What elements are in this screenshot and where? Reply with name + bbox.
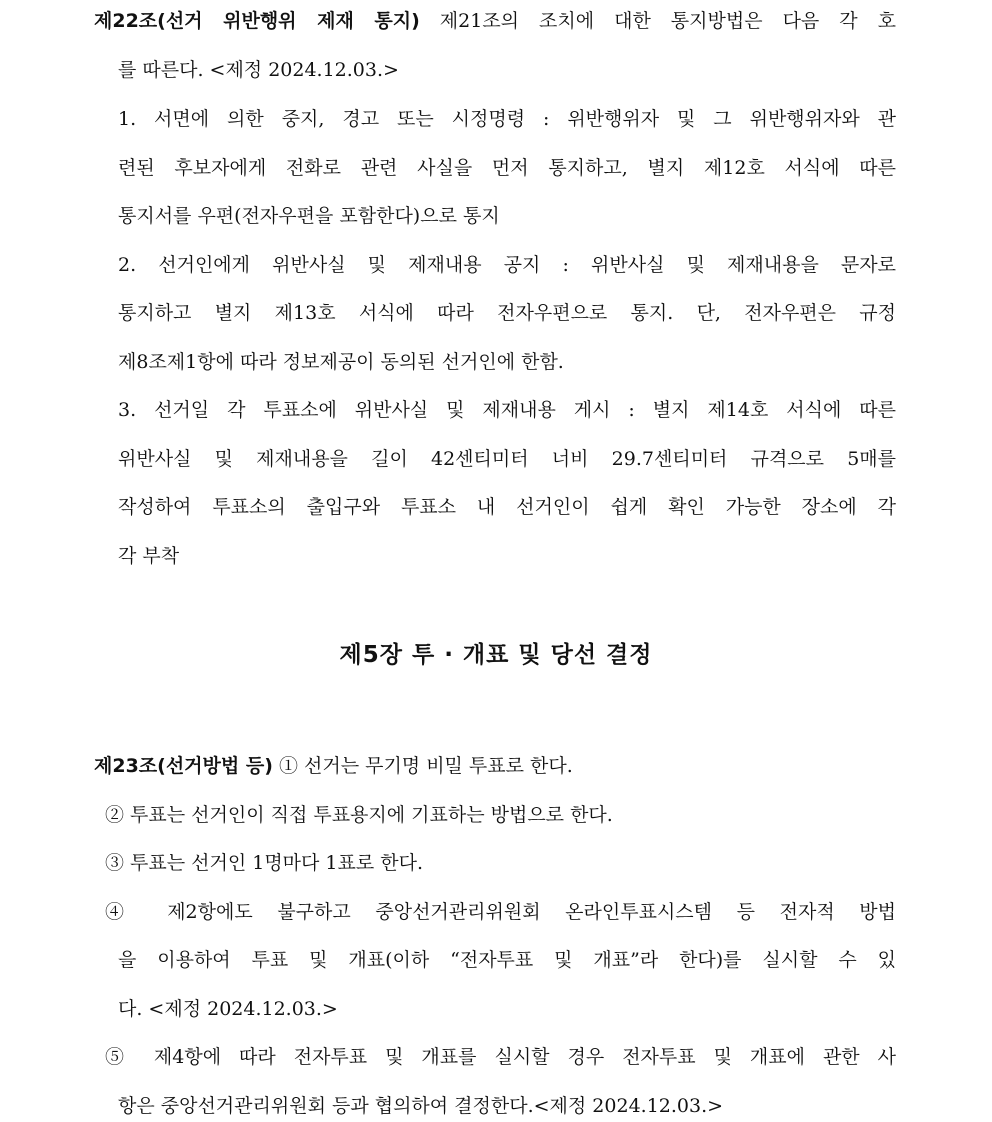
art23-para5-line1: ⑤ 제4항에 따라 전자투표 및 개표를 실시할 경우 전자투표 및 개표에 관한 사: [105, 1046, 896, 1068]
art22-item2-line3: 제8조제1항에 따라 정보제공이 동의된 선거인에 한함.: [118, 351, 564, 373]
article-23-first-line: [94, 753, 896, 779]
art22-item2-line2: 통지하고 별지 제13호 서식에 따라 전자우편으로 통지. 단, 전자우편은 규정: [118, 302, 896, 324]
article-22-intro-line2: 를 따른다. <제정 2024.12.03.>: [118, 59, 399, 81]
article-22-first-line: [94, 8, 896, 34]
art23-para3: ③ 투표는 선거인 1명마다 1표로 한다.: [105, 852, 424, 874]
art23-para4-line1: ④ 제2항에도 불구하고 중앙선거관리위원회 온라인투표시스템 등 전자적 방법: [105, 901, 896, 923]
art22-item3-line1: 3. 선거일 각 투표소에 위반사실 및 제재내용 게시 : 별지 제14호 서식에 따른: [118, 399, 896, 421]
article-22-intro: 제21조의 조치에 대한 통지방법은 다음 각 호: [419, 10, 896, 32]
art22-item2-line1: 2. 선거인에게 위반사실 및 제재내용 공지 : 위반사실 및 제재내용을 문자로: [118, 254, 896, 276]
art22-item3-line4: 각 부착: [118, 545, 180, 567]
art23-para2: ② 투표는 선거인이 직접 투표용지에 기표하는 방법으로 한다.: [105, 804, 613, 826]
art22-item1-line3: 통지서를 우편(전자우편을 포함한다)으로 통지: [118, 205, 500, 227]
art23-para4-line2: 을 이용하여 투표 및 개표(이하 “전자투표 및 개표”라 한다)를 실시할 수 있: [118, 949, 896, 971]
article-23-para1: ① 선거는 무기명 비밀 투표로 한다.: [272, 755, 573, 777]
art22-item1-line2: 련된 후보자에게 전화로 관련 사실을 먼저 통지하고, 별지 제12호 서식에 따른: [118, 157, 896, 179]
art22-item3-line3: 작성하여 투표소의 출입구와 투표소 내 선거인이 쉽게 확인 가능한 장소에 각: [118, 496, 896, 518]
article-23-heading: 제23조(선거방법 등): [94, 755, 273, 777]
art23-para5-line2: 항은 중앙선거관리위원회 등과 협의하여 결정한다.<제정 2024.12.03.>: [118, 1095, 724, 1117]
art23-para4-line3: 다. <제정 2024.12.03.>: [118, 998, 338, 1020]
art22-item3-line2: 위반사실 및 제재내용을 길이 42센티미터 너비 29.7센티미터 규격으로 5매를: [118, 448, 896, 470]
chapter-5-title: 제5장 투 · 개표 및 당선 결정: [339, 642, 653, 668]
article-22-heading: 제22조(선거 위반행위 제재 통지): [94, 10, 420, 32]
art22-item1-line1: 1. 서면에 의한 중지, 경고 또는 시정명령 : 위반행위자 및 그 위반행위자와 관: [118, 108, 896, 130]
